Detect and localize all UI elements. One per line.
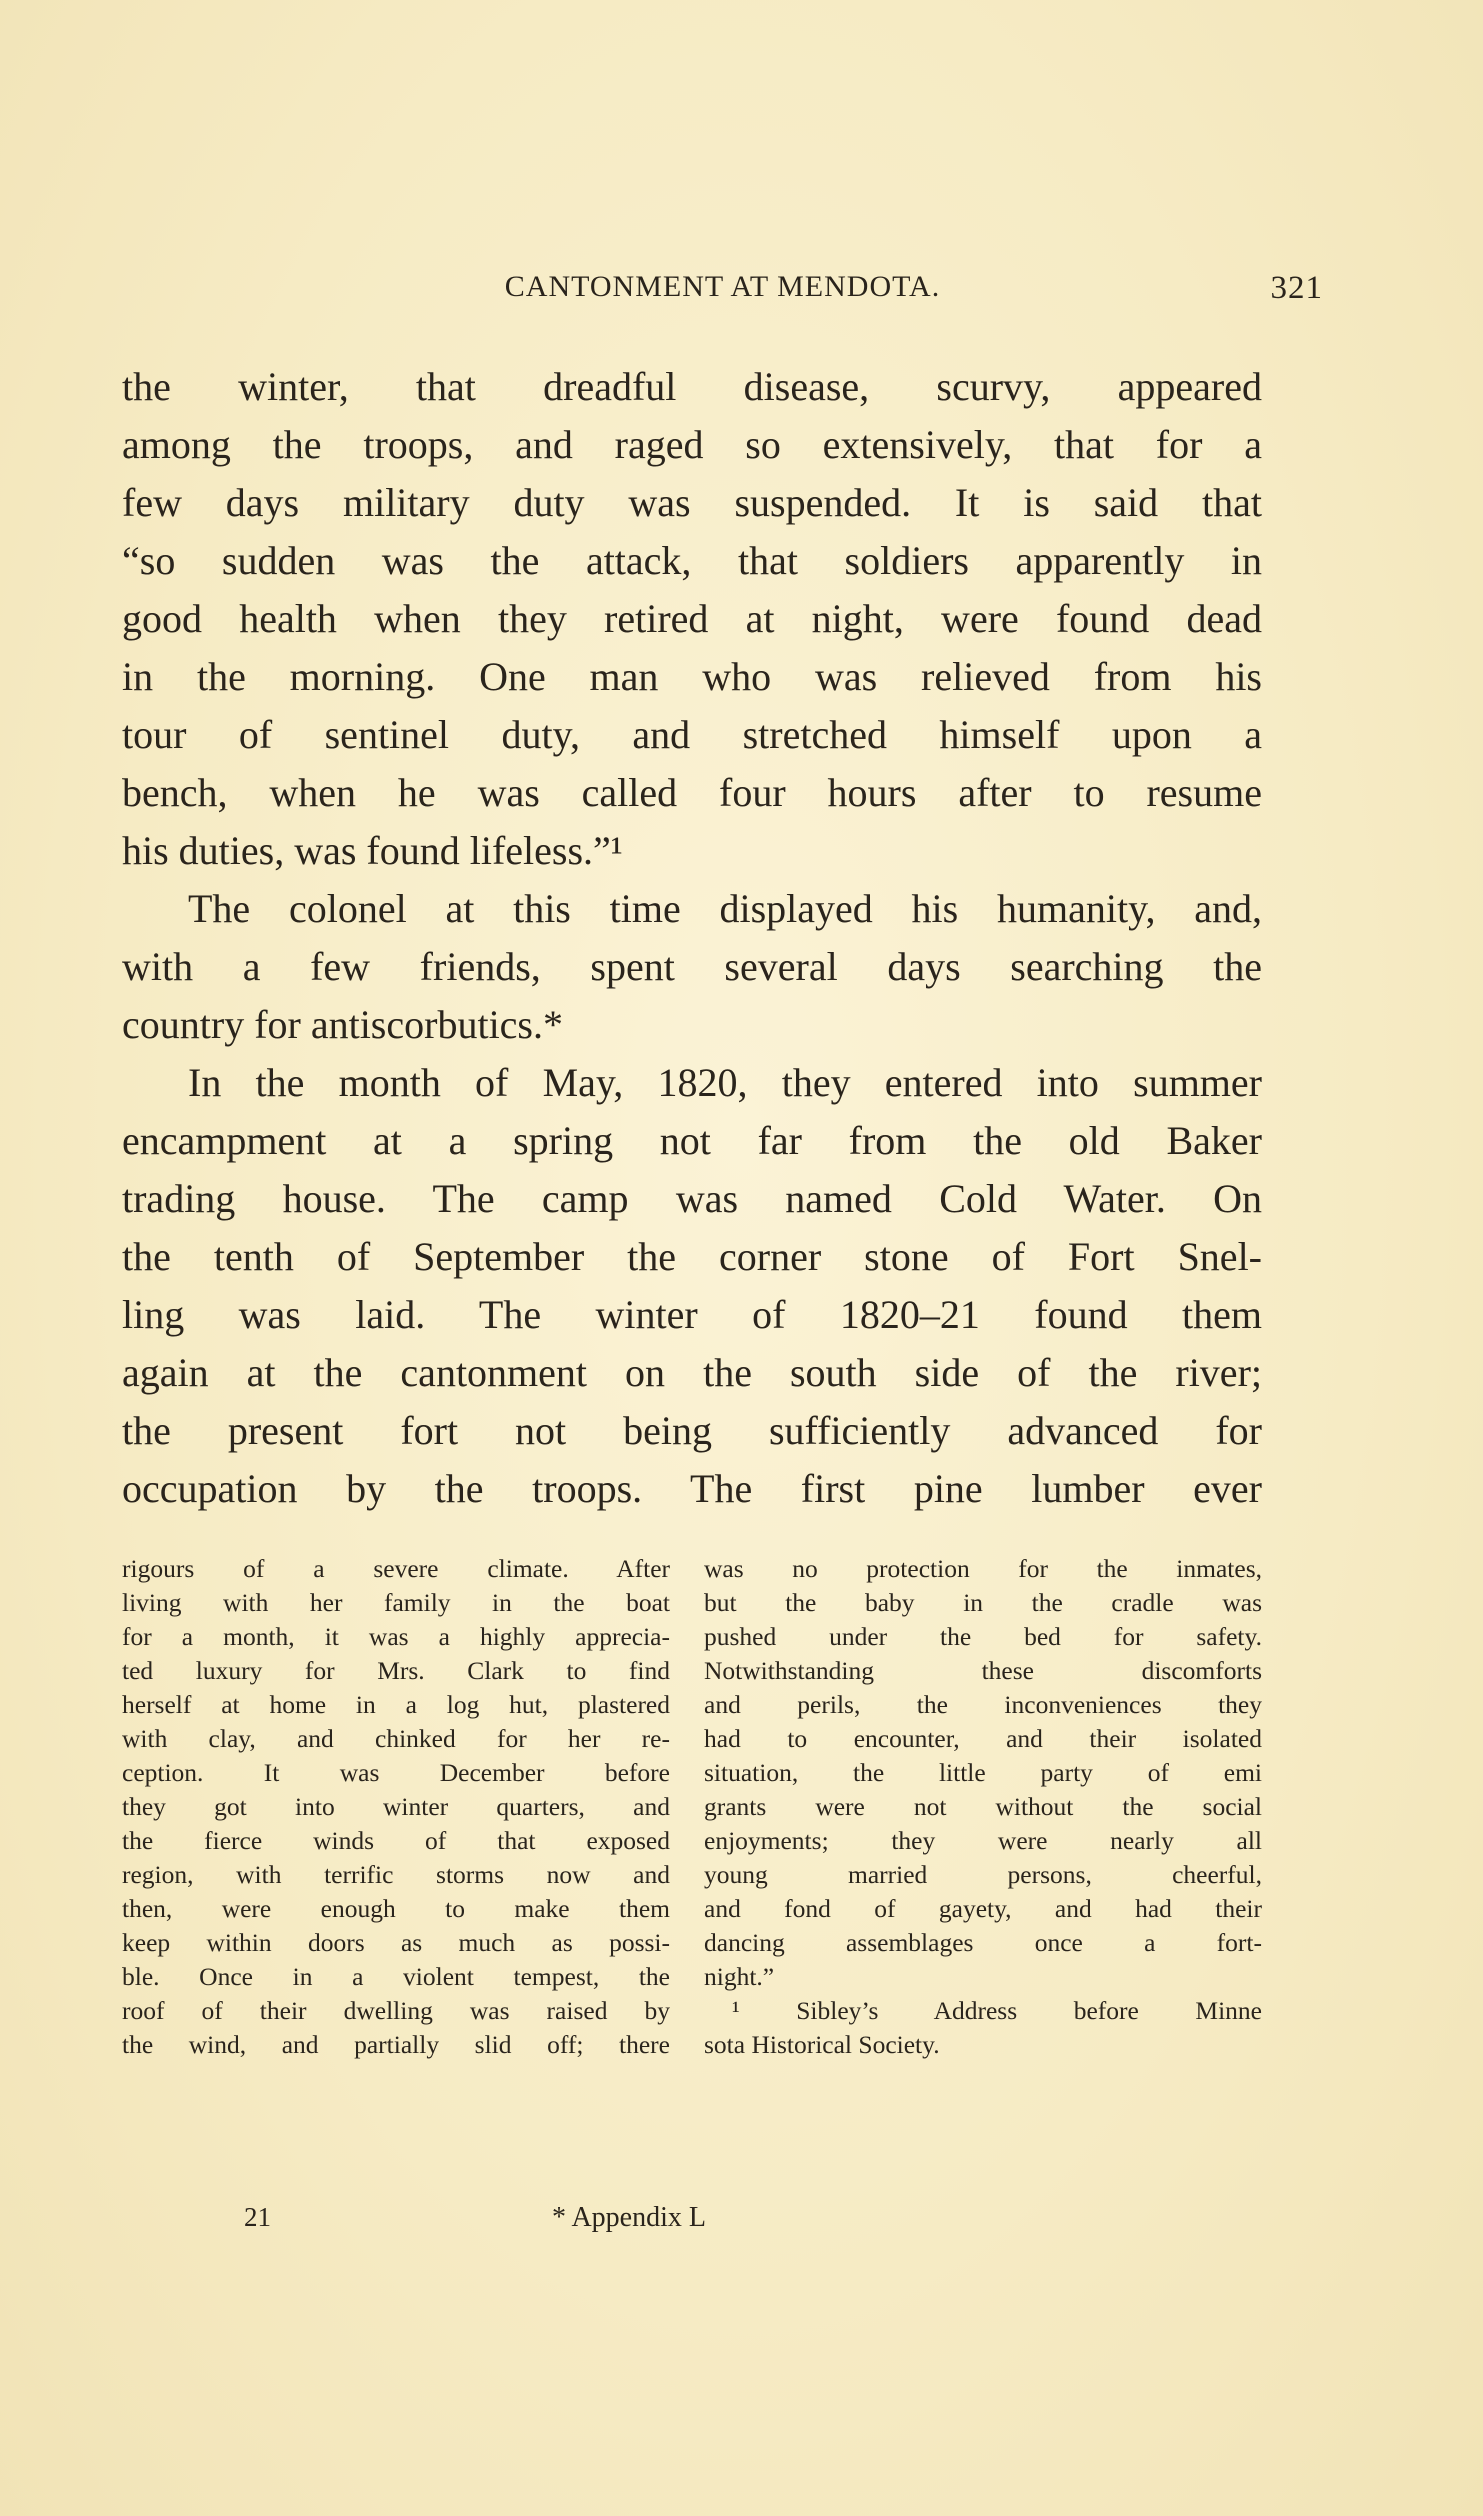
- page-number: 321: [1270, 270, 1323, 306]
- footnote-line: living with her family in the boat: [122, 1588, 670, 1617]
- footnote-line: the fierce winds of that exposed: [122, 1826, 670, 1855]
- footnote-line: sota Historical Society.: [704, 2030, 940, 2059]
- text-line: country for antiscorbutics.*: [122, 1002, 563, 1047]
- page-header: [122, 270, 1323, 310]
- text-line: with a few friends, spent several days searching the: [122, 944, 1262, 989]
- footnote-line: rigours of a severe climate. After: [122, 1554, 670, 1583]
- footnote-line: ted luxury for Mrs. Clark to find: [122, 1656, 670, 1685]
- footnote-line: young married persons, cheerful,: [704, 1860, 1262, 1889]
- footnote-line: they got into winter quarters, and: [122, 1792, 670, 1821]
- footnote-line: for a month, it was a highly apprecia-: [122, 1622, 670, 1651]
- footnote-line: had to encounter, and their isolated: [704, 1724, 1262, 1753]
- footnote-line: region, with terrific storms now and: [122, 1860, 670, 1889]
- text-line: ling was laid. The winter of 1820–21 found them: [122, 1292, 1262, 1337]
- footnote-column-right: [704, 1552, 1262, 2062]
- text-line: encampment at a spring not far from the old Baker: [122, 1118, 1262, 1163]
- footnote-line: Notwithstanding these discomforts: [704, 1656, 1262, 1685]
- text-line: in the morning. One man who was relieved from his: [122, 654, 1262, 699]
- footnote-line: night.”: [704, 1962, 775, 1991]
- text-line: trading house. The camp was named Cold Water. On: [122, 1176, 1262, 1221]
- footnote-line: with clay, and chinked for her re-: [122, 1724, 670, 1753]
- text-line: good health when they retired at night, were found dead: [122, 596, 1262, 641]
- footnote-line: was no protection for the inmates,: [704, 1554, 1262, 1583]
- footnotes: [122, 1552, 1262, 2152]
- main-text: [122, 358, 1262, 1518]
- running-head: CANTONMENT AT MENDOTA.: [504, 270, 941, 303]
- text-line: tour of sentinel duty, and stretched himself upon a: [122, 712, 1262, 757]
- footnote-line: ception. It was December before: [122, 1758, 670, 1787]
- footnote-line: ¹ Sibley’s Address before Minne: [732, 1996, 1262, 2025]
- text-line: again at the cantonment on the south side of the river;: [122, 1350, 1262, 1395]
- footnote-line: grants were not without the social: [704, 1792, 1262, 1821]
- footnote-line: roof of their dwelling was raised by: [122, 1996, 670, 2025]
- signature-mark: 21: [244, 2202, 271, 2232]
- footnote-line: enjoyments; they were nearly all: [704, 1826, 1262, 1855]
- footnote-line: situation, the little party of emi: [704, 1758, 1262, 1787]
- footnote-line: and fond of gayety, and had their: [704, 1894, 1262, 1923]
- footnote-line: dancing assemblages once a fort-: [704, 1928, 1262, 1957]
- text-line: “so sudden was the attack, that soldiers apparently in: [122, 538, 1262, 583]
- footnote-line: keep within doors as much as possi-: [122, 1928, 670, 1957]
- text-line: among the troops, and raged so extensively, that for a: [122, 422, 1262, 467]
- appendix-note: * Appendix L: [552, 2202, 706, 2233]
- footnote-line: herself at home in a log hut, plastered: [122, 1690, 670, 1719]
- text-line: the tenth of September the corner stone of Fort Snel-: [122, 1234, 1262, 1279]
- text-line: the winter, that dreadful disease, scurvy, appeared: [122, 364, 1262, 409]
- footnote-column-left: [122, 1552, 670, 2062]
- text-line: the present fort not being sufficiently advanced for: [122, 1408, 1262, 1453]
- footnote-line: then, were enough to make them: [122, 1894, 670, 1923]
- text-line: few days military duty was suspended. It is said that: [122, 480, 1262, 525]
- footnote-line: pushed under the bed for safety.: [704, 1622, 1262, 1651]
- footnote-line: ble. Once in a violent tempest, the: [122, 1962, 670, 1991]
- text-line: In the month of May, 1820, they entered into summer: [188, 1060, 1262, 1105]
- footnote-line: and perils, the inconveniences they: [704, 1690, 1262, 1719]
- footnote-line: the wind, and partially slid off; there: [122, 2030, 670, 2059]
- text-line: bench, when he was called four hours after to resume: [122, 770, 1262, 815]
- text-line: occupation by the troops. The first pine lumber ever: [122, 1466, 1262, 1511]
- text-line: The colonel at this time displayed his humanity, and,: [188, 886, 1262, 931]
- text-line: his duties, was found lifeless.”¹: [122, 828, 623, 873]
- footnote-line: but the baby in the cradle was: [704, 1588, 1262, 1617]
